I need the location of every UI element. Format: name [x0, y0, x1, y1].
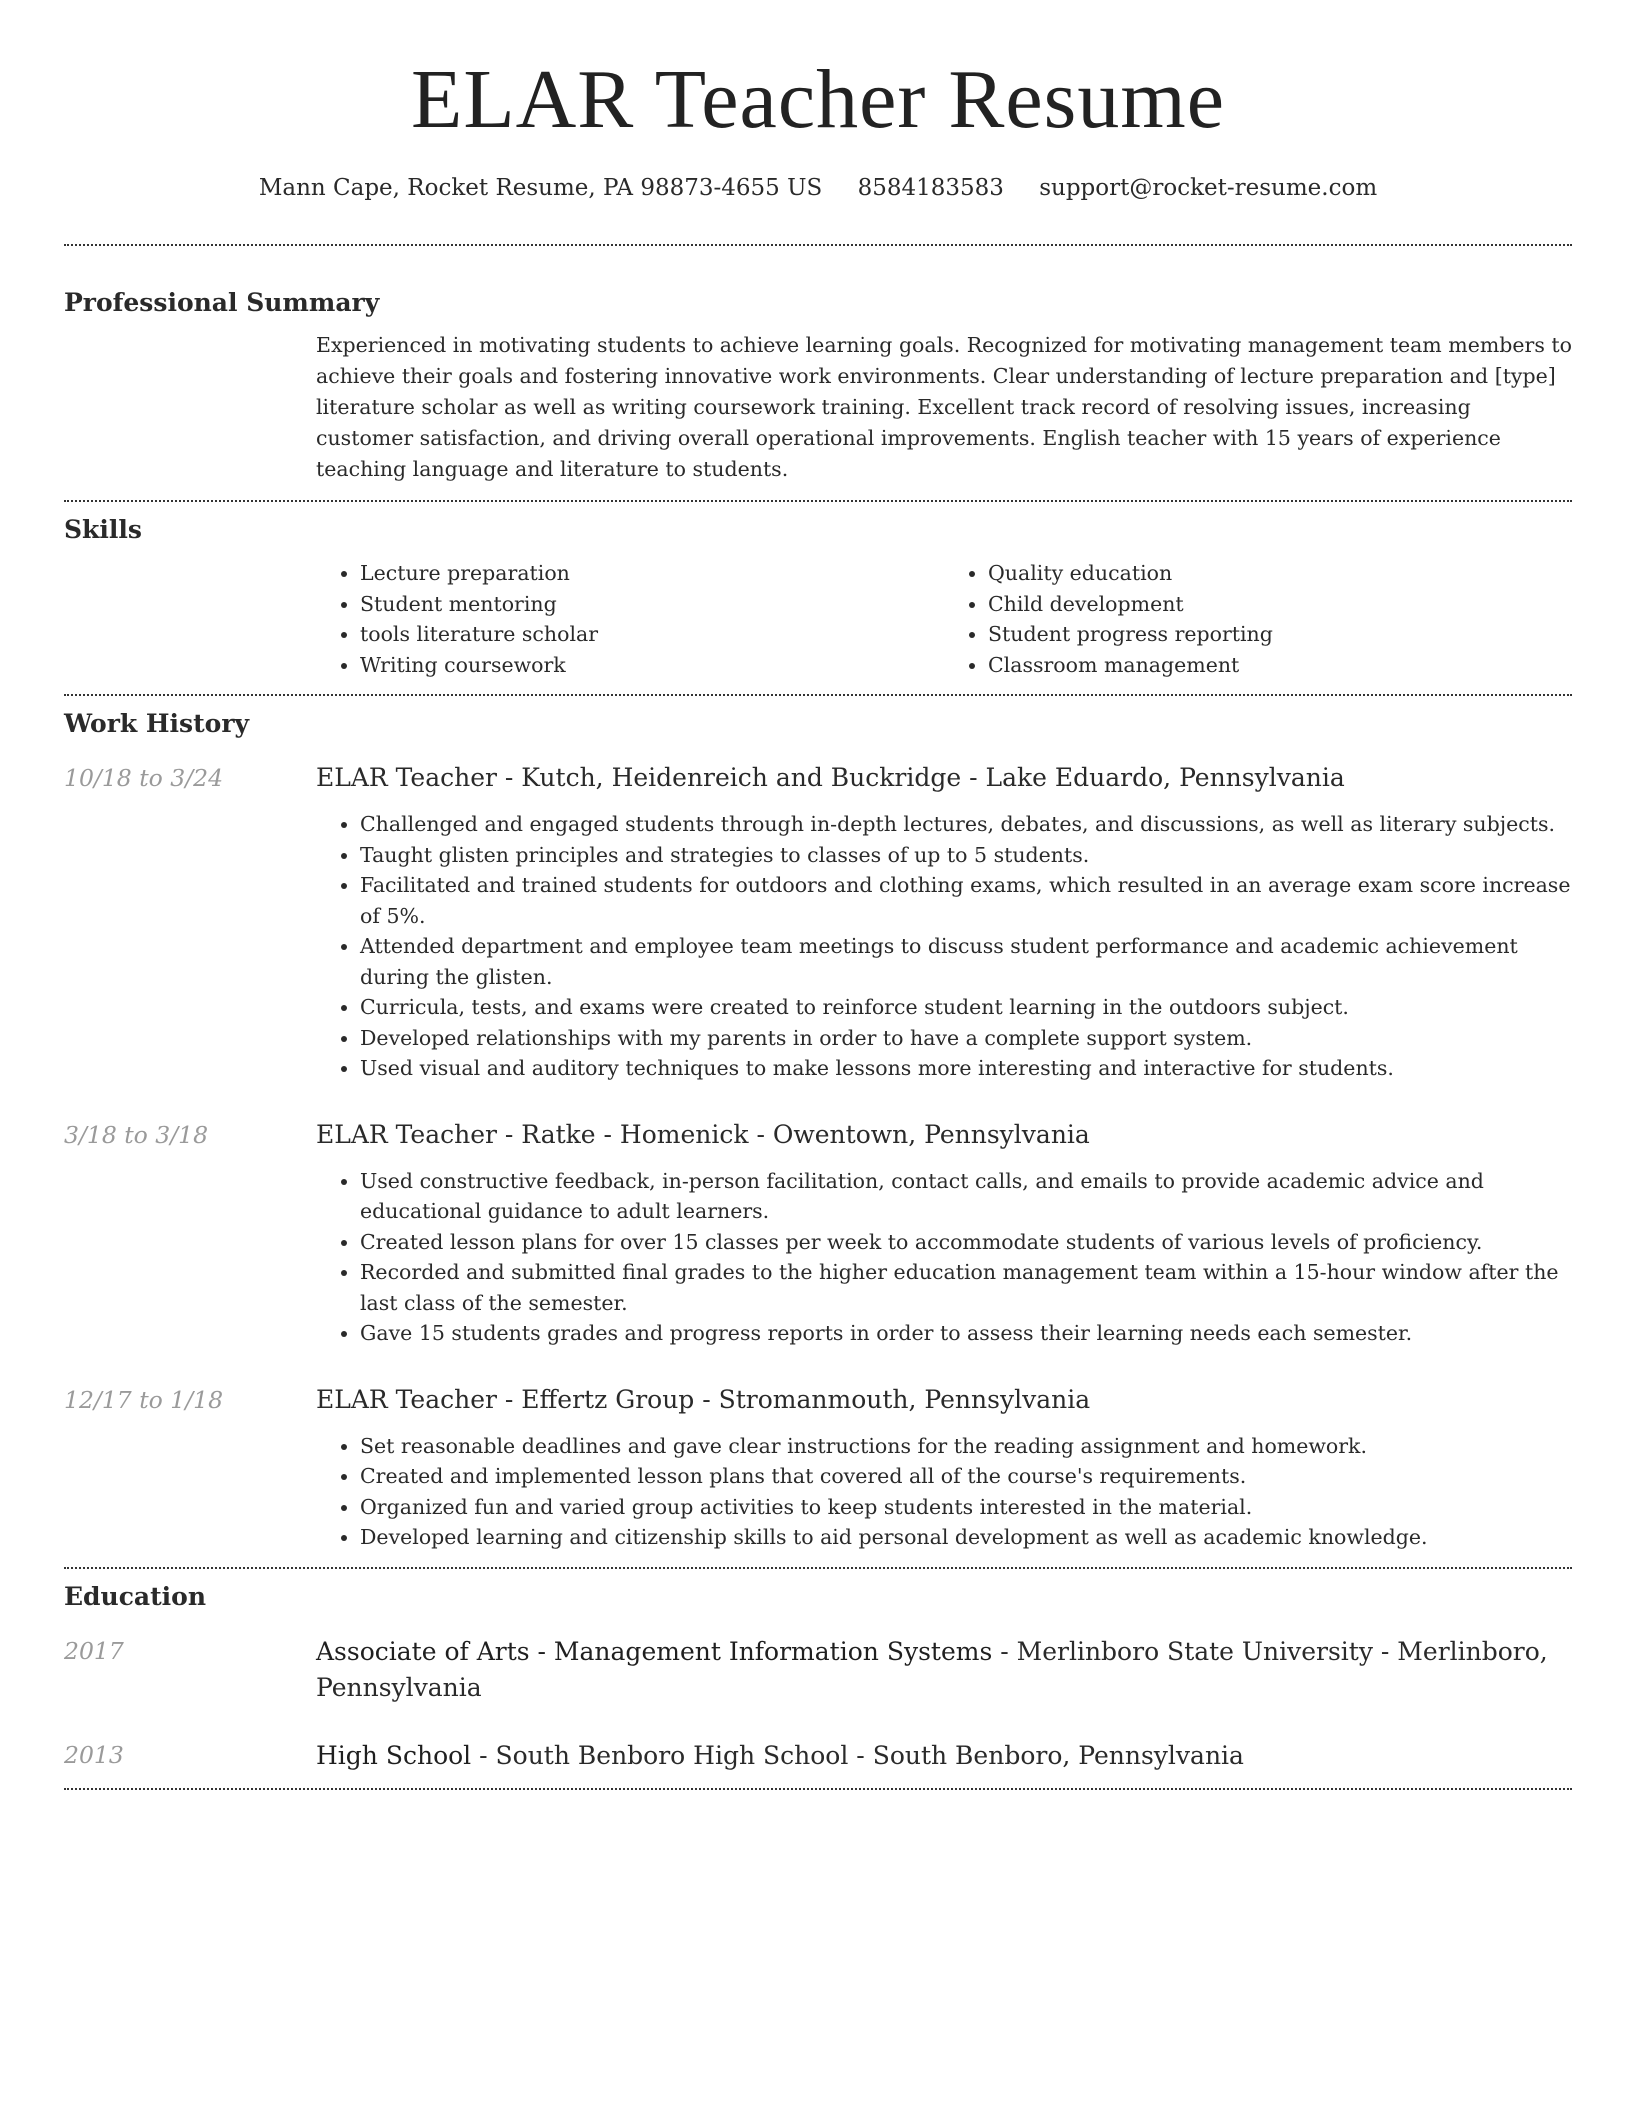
job-bullet: • Attended department and employee team meetings to discuss student performance and academic achievement during the glisten. — [360, 931, 1572, 992]
education-year: 2013 — [64, 1740, 124, 1769]
education-year: 2017 — [64, 1636, 124, 1665]
skills-column-right — [944, 558, 1572, 680]
job-bullets — [316, 1431, 1572, 1553]
summary-row — [64, 330, 1572, 485]
job-bullets — [316, 809, 1572, 1084]
job-entry — [64, 1118, 1572, 1349]
job-dates: 10/18 to 3/24 — [64, 764, 224, 792]
contact-address: Mann Cape, Rocket Resume, PA 98873-4655 US — [258, 175, 823, 201]
resume-header — [64, 0, 1572, 204]
contact-email: support@rocket-resume.com — [1039, 175, 1378, 201]
skill-item: • Quality education — [988, 558, 1572, 589]
skill-item: • tools literature scholar — [360, 619, 944, 650]
section-title-education: Education — [64, 1581, 207, 1611]
skill-item: • Classroom management — [988, 650, 1572, 681]
education-details: - Merlinboro State University - Merlinboro, Pennsylvania — [316, 1636, 1548, 1702]
job-bullet: • Organized fun and varied group activities to keep students interested in the material. — [360, 1492, 1572, 1523]
job-entry — [64, 1383, 1572, 1553]
skill-item: • Writing coursework — [360, 650, 944, 681]
education-degree: High School — [316, 1740, 472, 1770]
summary-text: Experienced in motivating students to achieve learning goals. Recognized for motivating management team members to achieve their goals and fostering innovative work environments. Clear understanding of lecture preparation and [type] literature scholar as well as writing coursework training. Excellent track record of resolving issues, increasing customer satisfaction, and driving overall operational improvements. English teacher with 15 years of experience teaching language and literature to students. — [316, 333, 1572, 481]
education-degree: Associate of Arts - Management Information Systems — [316, 1636, 993, 1666]
skill-item: • Child development — [988, 589, 1572, 620]
skills-list — [316, 558, 1572, 680]
skills-row — [64, 558, 1572, 680]
skills-column-left — [316, 558, 944, 680]
job-heading: ELAR Teacher - Effertz Group - Stromanmouth, Pennsylvania — [316, 1384, 1091, 1414]
education-heading — [316, 1738, 1572, 1774]
education-heading — [316, 1634, 1572, 1706]
section-title-work: Work History — [64, 709, 250, 738]
resume-title: ELAR Teacher Resume — [411, 53, 1225, 146]
education-details: - South Benboro High School - South Benboro, Pennsylvania — [471, 1740, 1244, 1770]
job-bullet: • Taught glisten principles and strategies to classes of up to 5 students. — [360, 840, 1572, 871]
job-bullet: • Facilitated and trained students for outdoors and clothing exams, which resulted in an average exam score increase of 5%. — [360, 870, 1572, 931]
job-dates: 3/18 to 3/18 — [64, 1120, 209, 1149]
job-bullet: • Challenged and engaged students through in-depth lectures, debates, and discussions, as well as literary subjects. — [360, 809, 1572, 840]
education-entry — [64, 1634, 1572, 1706]
job-heading: ELAR Teacher - Kutch, Heidenreich and Buckridge - Lake Eduardo, Pennsylvania — [316, 763, 1345, 792]
job-heading: ELAR Teacher - Ratke - Homenick - Owentown, Pennsylvania — [316, 1119, 1090, 1149]
job-bullet: • Developed learning and citizenship skills to aid personal development as well as academic knowledge. — [360, 1522, 1572, 1553]
contact-line — [64, 172, 1572, 204]
skill-item: • Student progress reporting — [988, 619, 1572, 650]
job-bullet: • Developed relationships with my parents in order to have a complete support system. — [360, 1023, 1572, 1054]
divider — [64, 1788, 1572, 1790]
resume-page — [64, 0, 1572, 1790]
section-title-skills: Skills — [64, 515, 142, 544]
job-bullet: • Created and implemented lesson plans that covered all of the course's requirements. — [360, 1461, 1572, 1492]
job-bullet: • Used constructive feedback, in-person facilitation, contact calls, and emails to provide academic advice and educational guidance to adult learners. — [360, 1166, 1572, 1227]
skill-item: • Student mentoring — [360, 589, 944, 620]
job-bullet: • Curricula, tests, and exams were created to reinforce student learning in the outdoors subject. — [360, 992, 1572, 1023]
section-title-summary: Professional Summary — [64, 288, 380, 317]
contact-phone: 8584183583 — [857, 175, 1004, 201]
job-bullet: • Created lesson plans for over 15 classes per week to accommodate students of various levels of proficiency. — [360, 1227, 1572, 1258]
job-bullet: • Used visual and auditory techniques to make lessons more interesting and interactive for students. — [360, 1053, 1572, 1084]
job-bullet: • Recorded and submitted final grades to the higher education management team within a 15-hour window after the last class of the semester. — [360, 1257, 1572, 1318]
skill-item: • Lecture preparation — [360, 558, 944, 589]
job-bullet: • Set reasonable deadlines and gave clear instructions for the reading assignment and homework. — [360, 1431, 1572, 1462]
job-bullets — [316, 1166, 1572, 1349]
job-entry — [64, 761, 1572, 1084]
job-bullet: • Gave 15 students grades and progress reports in order to assess their learning needs each semester. — [360, 1318, 1572, 1349]
job-dates: 12/17 to 1/18 — [64, 1385, 224, 1414]
education-entry — [64, 1738, 1572, 1774]
